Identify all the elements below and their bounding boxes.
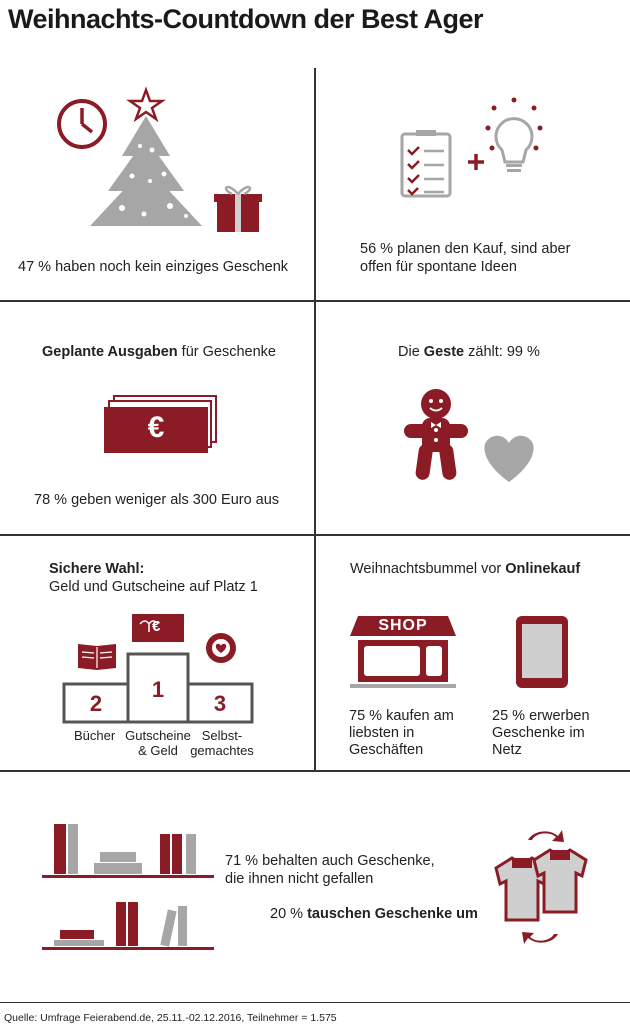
checklist-icon (402, 130, 450, 196)
panel5-heading-line2: Geld und Gutscheine auf Platz 1 (49, 579, 258, 595)
panel2-illustration (392, 92, 552, 212)
heart-icon (484, 436, 533, 482)
shirts-exchange-icon (488, 826, 598, 948)
panel5-heading-line1: Sichere Wahl: (49, 561, 145, 577)
panel2-text-line2: offen für spontane Ideen (360, 259, 517, 275)
panel6-left-line1: 75 % kaufen am (349, 708, 454, 724)
panel1-illustration (52, 86, 267, 236)
tablet-icon (516, 616, 568, 688)
christmas-tree-icon (90, 116, 202, 226)
handmade-badge-icon (206, 633, 236, 663)
euro-symbol: € (147, 411, 165, 444)
divider-horizontal-4 (0, 1002, 630, 1003)
divider-vertical-1 (314, 68, 316, 770)
source-note: Quelle: Umfrage Feierabend.de, 25.11.-02.12.2016, Teilnehmer = 1.575 (4, 1012, 337, 1024)
divider-horizontal-1 (0, 300, 630, 302)
voucher-euro: € (152, 618, 161, 635)
book-icon (78, 644, 116, 670)
panel6-left-line2: liebsten in (349, 725, 415, 741)
panel1-text: 47 % haben noch kein einziges Geschenk (18, 259, 289, 275)
bookshelf-icon (42, 822, 217, 952)
divider-horizontal-2 (0, 534, 630, 536)
panel4-illustration (404, 386, 544, 486)
panel7-text2: 20 % tauschen Geschenke um (270, 906, 478, 922)
divider-horizontal-3 (0, 770, 630, 772)
star-icon (130, 90, 162, 119)
panel7-text-line1: 71 % behalten auch Geschenke, (225, 853, 435, 869)
panel6-right-line2: Geschenke im (492, 725, 585, 741)
panel6-left-line3: Geschäften (349, 742, 424, 758)
clock-icon (59, 101, 105, 147)
podium-place-1: 1 (151, 677, 165, 702)
podium-label-handmade-line2: gemachtes (190, 743, 254, 758)
plus-icon (468, 154, 484, 170)
gingerbread-man-icon (404, 389, 468, 481)
podium-label-books: Bücher (74, 728, 116, 743)
panel7-text-line2: die ihnen nicht gefallen (225, 871, 374, 887)
gift-icon (214, 187, 262, 232)
podium-label-vouchers-line1: Gutscheine (125, 728, 191, 743)
podium-place-3: 3 (213, 691, 227, 716)
panel6-heading: Weihnachtsbummel vor Onlinekauf (350, 561, 581, 577)
page-title: Weihnachts-Countdown der Best Ager (8, 4, 484, 34)
panel3-heading: Geplante Ausgaben für Geschenke (42, 344, 276, 360)
panel6-right-line3: Netz (492, 742, 522, 758)
panel4-heading: Die Geste zählt: 99 % (398, 344, 540, 360)
shop-sign: SHOP (378, 617, 428, 634)
panel3-text: 78 % geben weniger als 300 Euro aus (34, 492, 280, 508)
podium-label-vouchers-line2: & Geld (138, 743, 178, 758)
lightbulb-icon (486, 98, 543, 173)
podium-label-handmade-line1: Selbst- (201, 728, 243, 743)
panel6-right-line1: 25 % erwerben (492, 708, 590, 724)
podium-place-2: 2 (89, 691, 103, 716)
panel2-text-line1: 56 % planen den Kauf, sind aber (360, 241, 571, 257)
